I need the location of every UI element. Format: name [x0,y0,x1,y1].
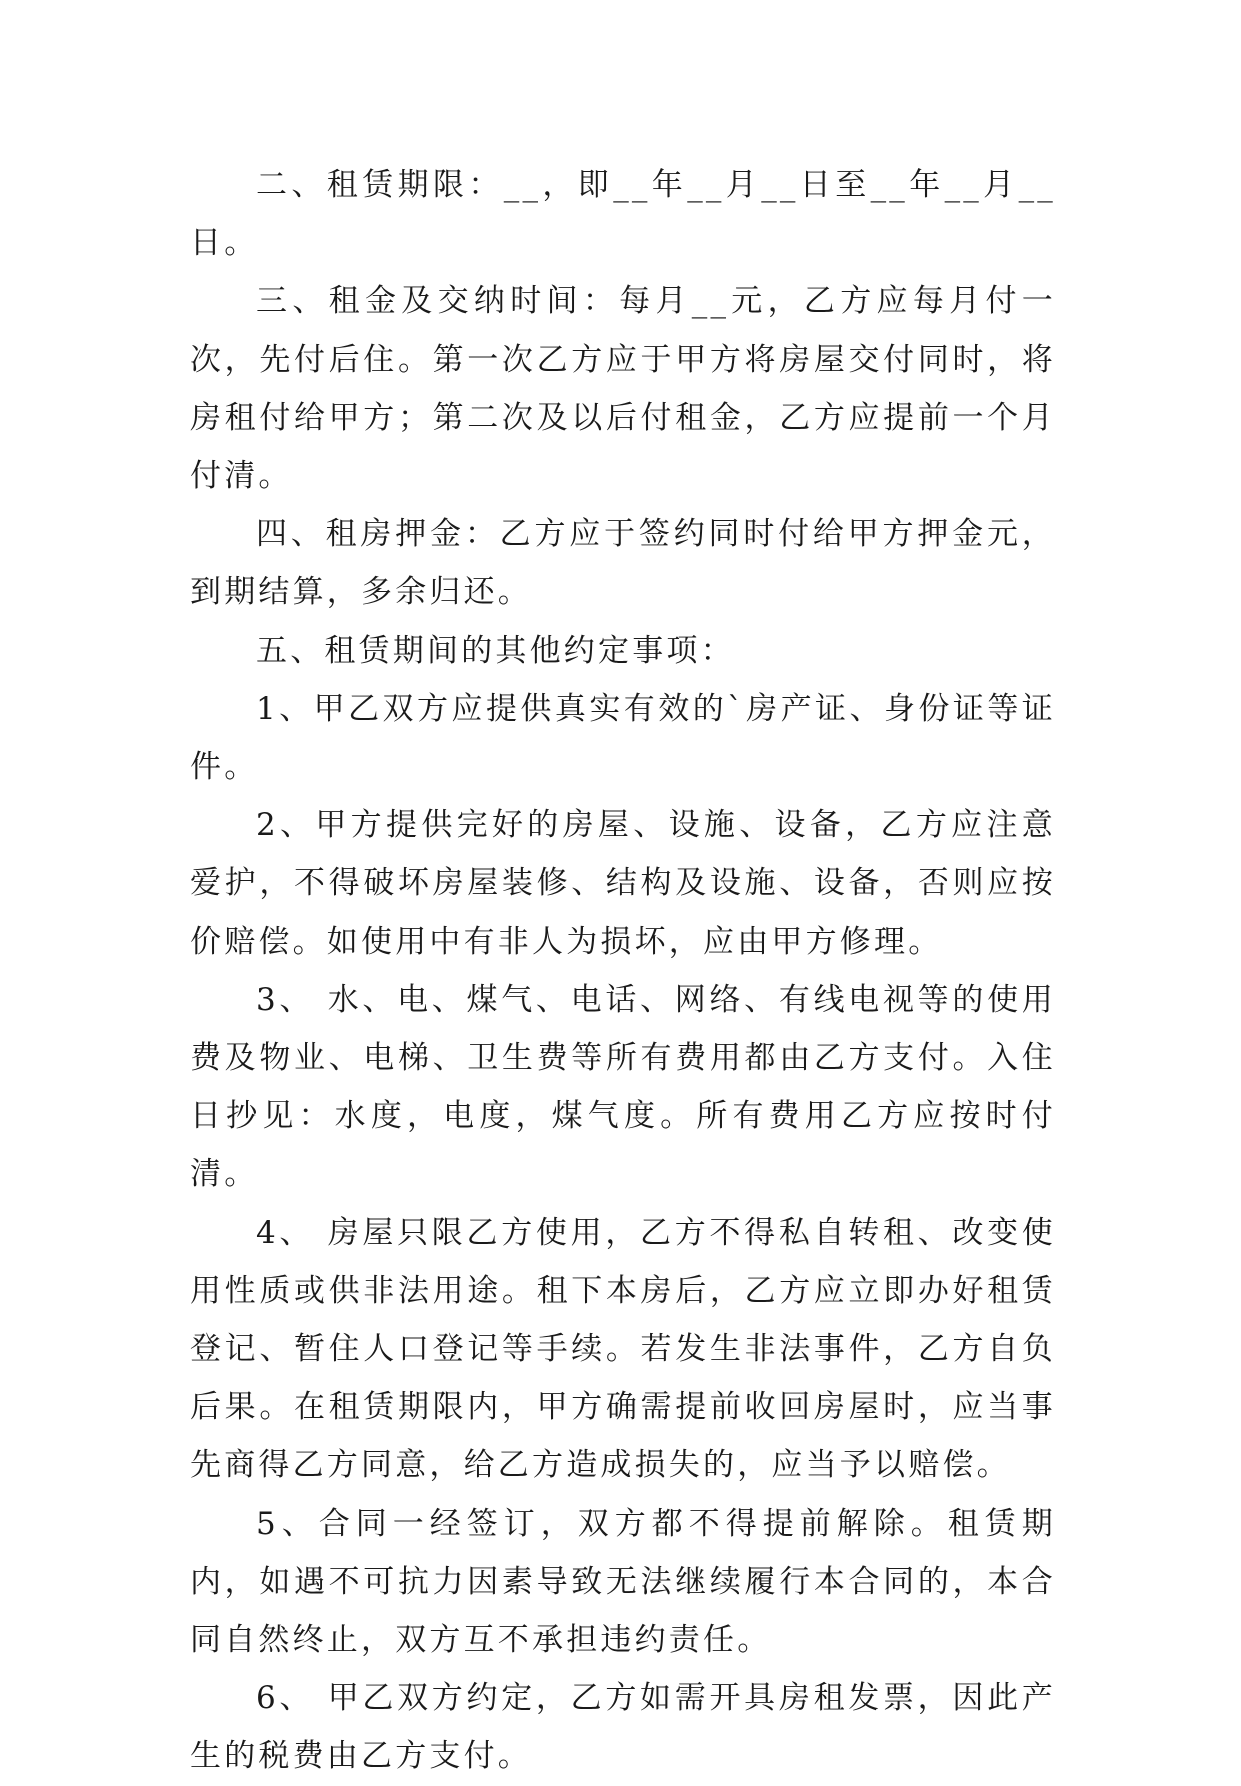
clause-item-3: 3、 水、电、煤气、电话、网络、有线电视等的使用费及物业、电梯、卫生费等所有费用都由乙方支付。入住日抄见：水度，电度，煤气度。所有费用乙方应按时付清。 [190,981,1056,1193]
clause-item-2: 2、甲方提供完好的房屋、设施、设备，乙方应注意爱护，不得破坏房屋装修、结构及设施、设备，否则应按价赔偿。如使用中有非人为损坏，应由甲方修理。 [190,807,1056,960]
clause-item-6: 6、 甲乙双方约定，乙方如需开具房租发票，因此产生的税费由乙方支付。 [190,1680,1056,1775]
contract-body [190,156,1056,1786]
clause-item-5: 5、合同一经签订，双方都不得提前解除。租赁期内，如遇不可抗力因素导致无法继续履行本合同的，本合同自然终止，双方互不承担违约责任。 [190,1505,1056,1659]
clause-rent-payment: 三、租金及交纳时间：每月__元，乙方应每月付一次，先付后住。第一次乙方应于甲方将房屋交付同时，将房租付给甲方；第二次及以后付租金，乙方应提前一个月付清。 [190,283,1056,495]
clause-item-4: 4、 房屋只限乙方使用，乙方不得私自转租、改变使用性质或供非法用途。租下本房后，乙方应立即办好租赁登记、暂住人口登记等手续。若发生非法事件，乙方自负后果。在租赁期限内，甲方确需提前收回房屋时，应当事先商得乙方同意，给乙方造成损失的，应当予以赔偿。 [190,1214,1056,1484]
clause-item-1: 1、甲乙双方应提供真实有效的`房产证、身份证等证件。 [190,690,1056,786]
clause-lease-term: 二、租赁期限：__，即__年__月__日至__年__月__日。 [190,167,1056,262]
clause-other-terms-heading: 五、租赁期间的其他约定事项： [256,632,735,669]
clause-deposit: 四、租房押金：乙方应于签约同时付给甲方押金元，到期结算，多余归还。 [190,516,1056,611]
